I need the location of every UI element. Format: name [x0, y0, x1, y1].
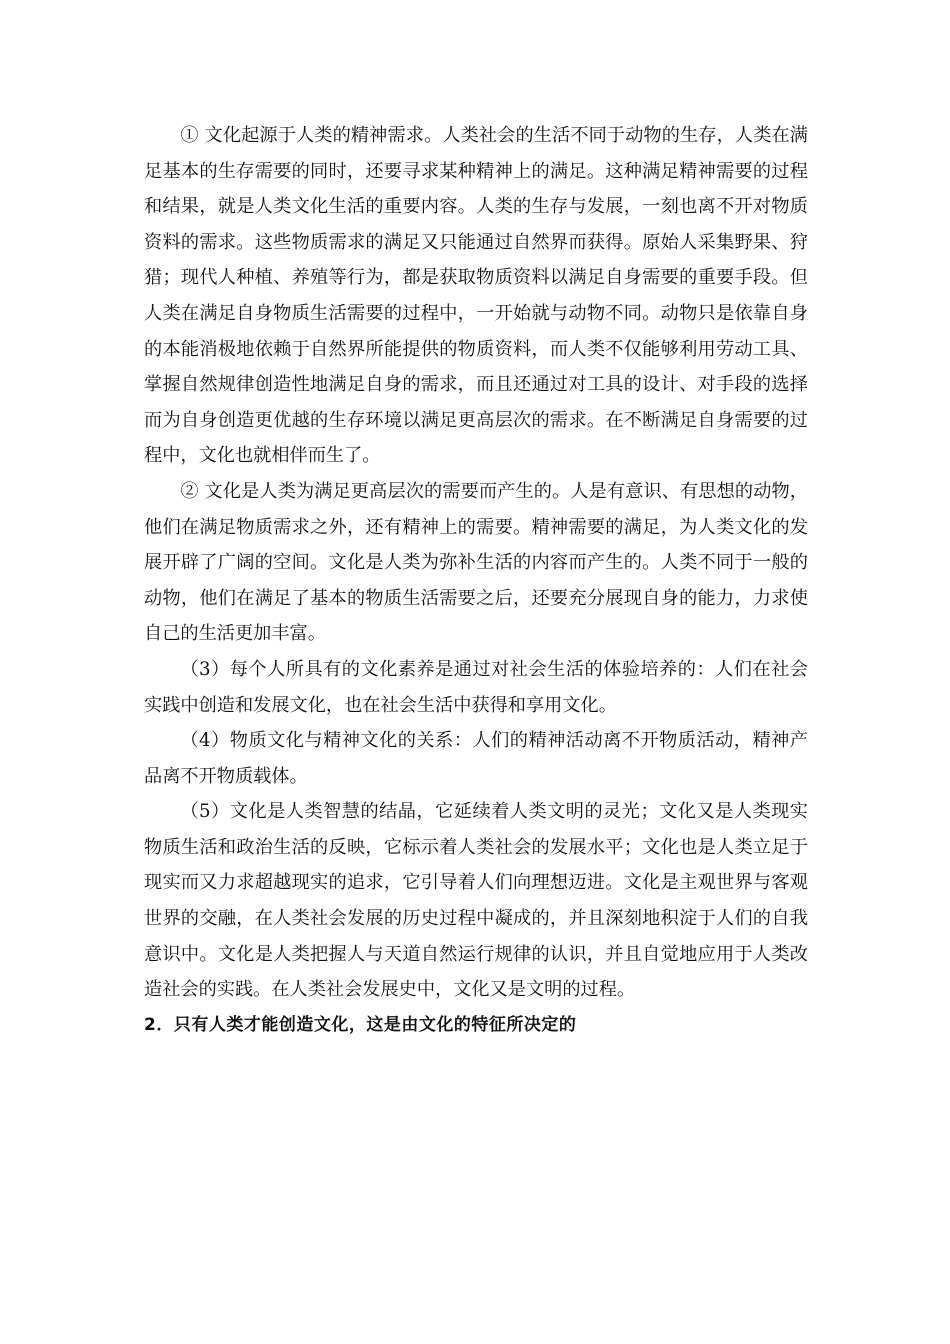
paragraph-5: （5）文化是人类智慧的结晶，它延续着人类文明的灵光；文化又是人类现实物质生活和政治生活的反映，它标示着人类社会的发展水平；文化也是人类立足于现实而又力求超越现实的追求，它引导着人们向理想迈进。文化是主观世界与客观世界的交融，在人类社会发展的历史过程中凝成的，并且深刻地积淀于人们的自我意识中。文化是人类把握人与天道自然运行规律的认识，并且自觉地应用于人类改造社会的实践。在人类社会发展史中，文化又是文明的过程。 — [144, 801, 808, 1001]
paragraph-3: （3）每个人所具有的文化素养是通过对社会生活的体验培养的：人们在社会实践中创造和发展文化，也在社会生活中获得和享用文化。 — [144, 658, 808, 716]
document-page — [144, 118, 808, 1043]
paragraph-4: （4）物质文化与精神文化的关系：人们的精神活动离不开物质活动，精神产品离不开物质载体。 — [144, 730, 808, 787]
paragraph-1: ① 文化起源于人类的精神需求。人类社会的生活不同于动物的生存，人类在满足基本的生存需要的同时，还要寻求某种精神上的满足。这种满足精神需要的过程和结果，就是人类文化生活的重要内容。人类的生存与发展，一刻也离不开对物质资料的需求。这些物质需求的满足又只能通过自然界而获得。原始人采集野果、狩猎；现代人种植、养殖等行为，都是获取物质资料以满足自身需要的重要手段。但人类在满足自身物质生活需要的过程中，一开始就与动物不同。动物只是依靠自身的本能消极地依赖于自然界所能提供的物质资料，而人类不仅能够利用劳动工具、掌握自然规律创造性地满足自身的需求，而且还通过对工具的设计、对手段的选择而为自身创造更优越的生存环境以满足更高层次的需求。在不断满足自身需要的过程中，文化也就相伴而生了。 — [144, 125, 808, 467]
section-heading: 2．只有人类才能创造文化，这是由文化的特征所决定的 — [144, 1014, 577, 1035]
paragraph-2: ② 文化是人类为满足更高层次的需要而产生的。人是有意识、有思想的动物，他们在满足物质需求之外，还有精神上的需要。精神需要的满足，为人类文化的发展开辟了广阔的空间。文化是人类为弥补生活的内容而产生的。人类不同于一般的动物，他们在满足了基本的物质生活需要之后，还要充分展现自身的能力，力求使自己的生活更加丰富。 — [144, 480, 808, 645]
